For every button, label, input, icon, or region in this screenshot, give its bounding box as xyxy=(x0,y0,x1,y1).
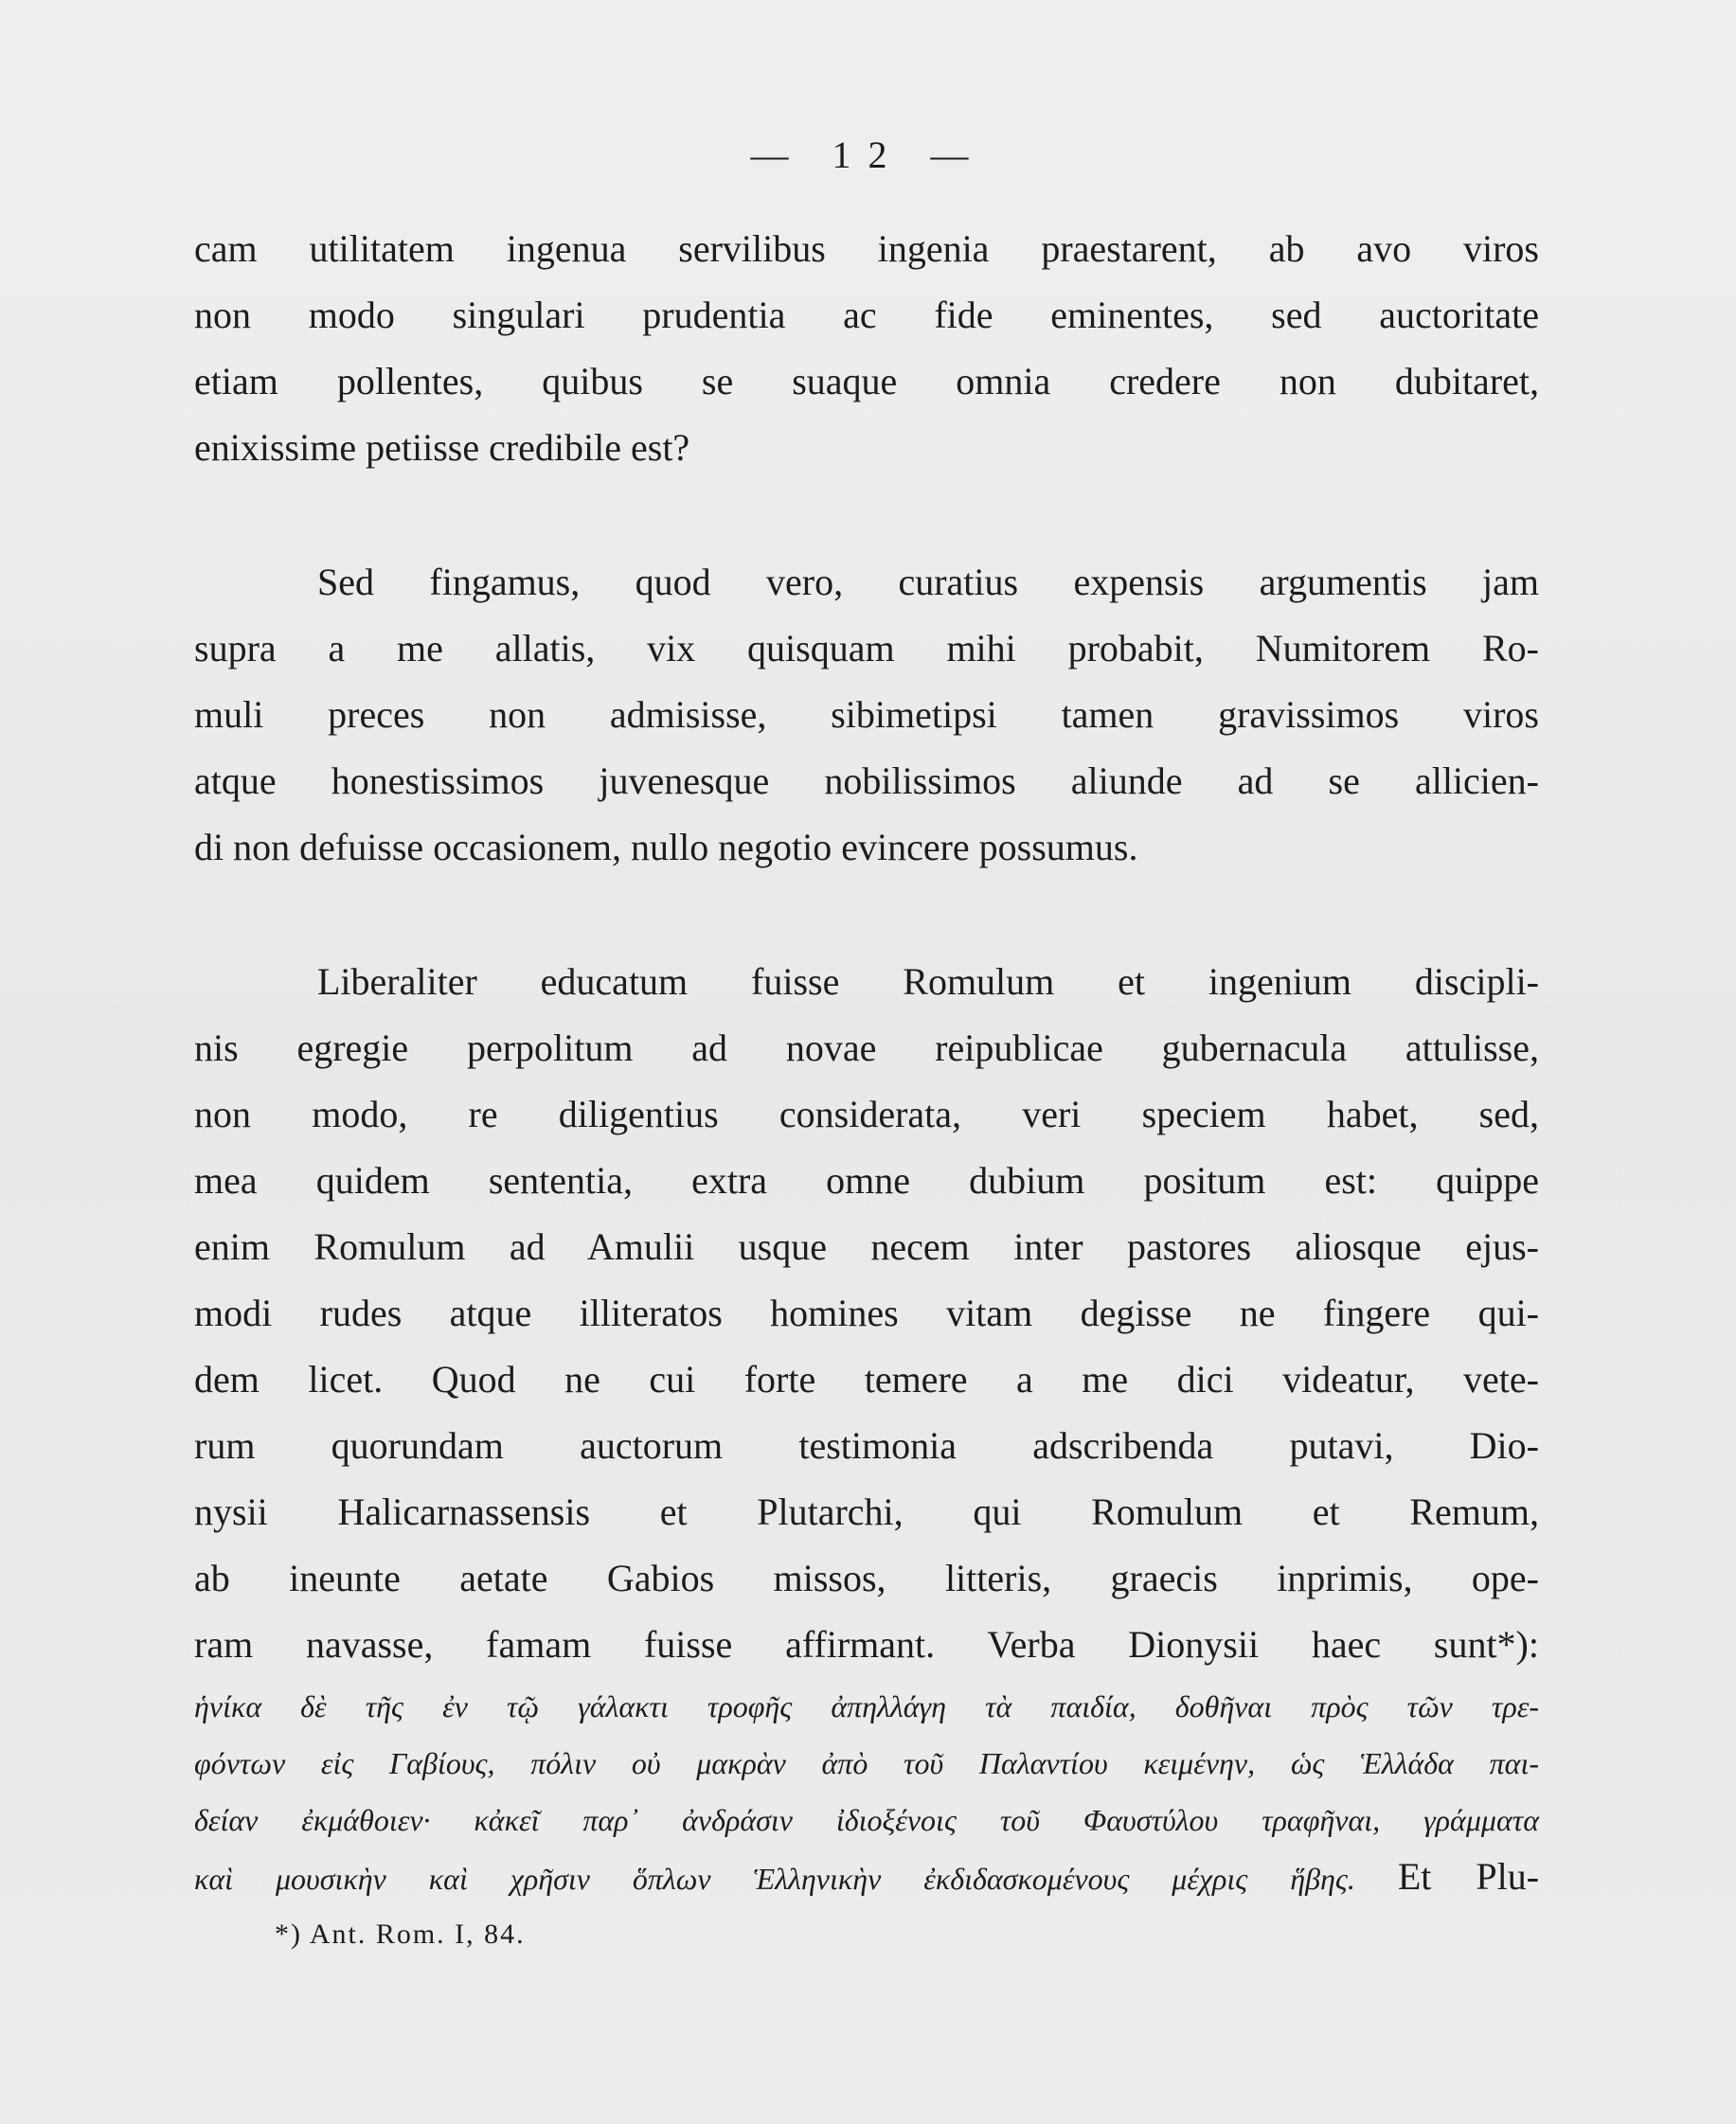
greek-line-last xyxy=(194,1848,1539,1905)
paragraph-3 xyxy=(194,949,1539,1678)
greek-line: ἡνίκα δὲ τῆς ἐν τῷ γάλακτι τροφῆς ἀπηλλάγη τὰ παιδία, δοθῆναι πρὸς τῶν τρε- xyxy=(194,1689,1539,1723)
text-line: rum quorundam auctorum testimonia adscribenda putavi, Dio- xyxy=(194,1424,1539,1467)
text-line: ram navasse, famam fuisse affirmant. Verba Dionysii haec sunt*): xyxy=(194,1623,1539,1666)
text-line: dem licet. Quod ne cui forte temere a me dici videatur, vete- xyxy=(194,1358,1539,1401)
greek-line: φόντων εἰς Γαβίους, πόλιν οὐ μακρὰν ἀπὸ τοῦ Παλαντίου κειμένην, ὡς Ἑλλάδα παι- xyxy=(194,1746,1539,1780)
text-line: Sed fingamus, quod vero, curatius expensis argumentis jam xyxy=(317,561,1539,603)
text-line: non modo singulari prudentia ac fide eminentes, sed auctoritate xyxy=(194,294,1539,336)
text-line: muli preces non admisisse, sibimetipsi tamen gravissimos viros xyxy=(194,693,1539,736)
text-line: cam utilitatem ingenua servilibus ingenia praestarent, ab avo viros xyxy=(194,227,1539,270)
text-line: mea quidem sententia, extra omne dubium positum est: quippe xyxy=(194,1159,1539,1202)
greek-quotation xyxy=(194,1678,1539,1905)
paragraph-2 xyxy=(194,549,1539,881)
text-line: enim Romulum ad Amulii usque necem inter pastores aliosque ejus- xyxy=(194,1225,1539,1268)
text-line: atque honestissimos juvenesque nobilissimos aliunde ad se allicien- xyxy=(194,759,1539,802)
text-line: Liberaliter educatum fuisse Romulum et ingenium discipli- xyxy=(317,960,1539,1003)
text-line: enixissime petiisse credibile est? xyxy=(194,426,690,469)
text-line: supra a me allatis, vix quisquam mihi probabit, Numitorem Ro- xyxy=(194,627,1539,669)
text-line: modi rudes atque illiteratos homines vitam degisse ne fingere qui- xyxy=(194,1292,1539,1334)
footnote: *) Ant. Rom. I, 84. xyxy=(275,1919,526,1950)
page-number-header: — 12 — xyxy=(750,134,986,176)
text-line: ab ineunte aetate Gabios missos, litteris, graecis inprimis, ope- xyxy=(194,1557,1539,1599)
body-text xyxy=(194,216,1539,1905)
greek-line: δείαν ἐκμάθοιεν· κἀκεῖ παρ᾽ ἀνδράσιν ἰδιοξένοις τοῦ Φαυστύλου τραφῆναι, γράμματα xyxy=(194,1803,1539,1837)
text-line: nis egregie perpolitum ad novae reipublicae gubernacula attulisse, xyxy=(194,1026,1539,1069)
text-line: etiam pollentes, quibus se suaque omnia credere non dubitaret, xyxy=(194,360,1539,402)
text-line: di non defuisse occasionem, nullo negotio evincere possumus. xyxy=(194,826,1138,868)
text-line: nysii Halicarnassensis et Plutarchi, qui Romulum et Remum, xyxy=(194,1490,1539,1533)
greek-line-text: καὶ μουσικὴν καὶ χρῆσιν ὅπλων Ἑλληνικὴν ἐκδιδασκομένους μέχρις ἥβης. xyxy=(194,1862,1355,1896)
paragraph-1 xyxy=(194,216,1539,481)
text-line: non modo, re diligentius considerata, veri speciem habet, sed, xyxy=(194,1093,1539,1135)
continuation-text: Et Plu- xyxy=(1397,1855,1540,1898)
